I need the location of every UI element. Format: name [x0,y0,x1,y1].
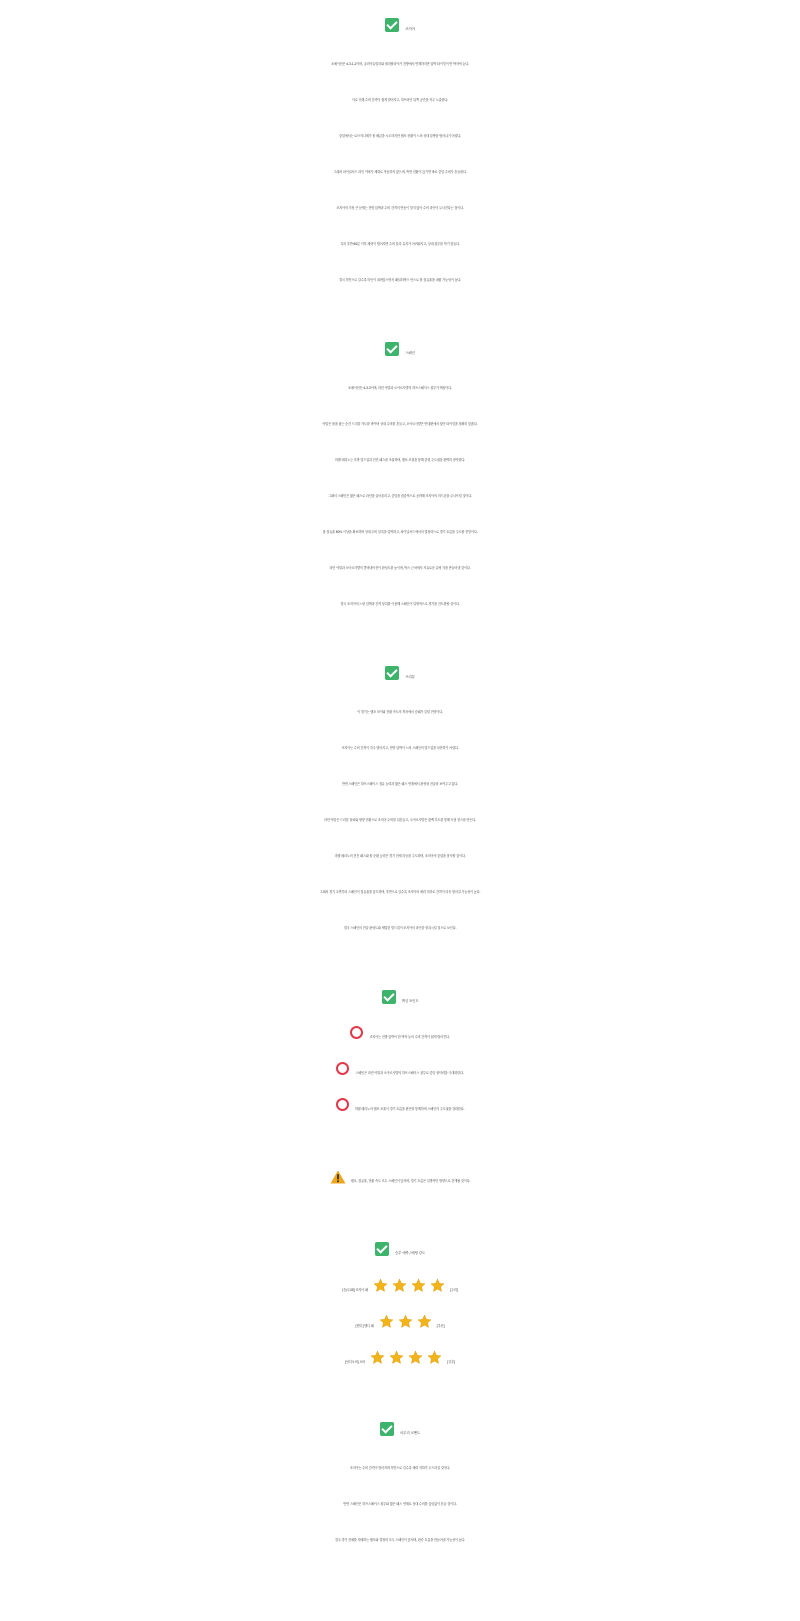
paragraph-text: 야말은 볼을 잡는 순간 드리블 각도를 바꾸며 상대 수비를 흔들고, 오아르사발은 반대편에서 컷인 타이밍을 정확히 맞춘다. [322,422,478,426]
key-points-title: 핵심 포인트 [401,999,419,1003]
paragraph-text: 이 경기는 템포 차이와 전환 속도의 격차에서 승패가 갈릴 전망이다. [357,710,443,714]
star-icon [427,1350,442,1365]
paragraph-text: 볼 점유율 60% 이상을 확보하며 상대 수비 블록을 압박하고, 파이널서드에서의 결정력으로 경기 흐름을 주도할 전망이다. [322,530,478,534]
prediction-heading [0,1242,800,1263]
paragraph-text: 이로 인해 수비 간격이 쉽게 벌어지고, 하프라인 뒤쪽 공간을 자주 노출한다. [351,98,449,102]
closing-text: 조지아는 수비 간격이 벌어지며 후반으로 갈수록 체력 저하가 두드러질 것이다. [349,1466,451,1470]
star-icon [373,1278,388,1293]
paragraph-line [0,738,800,758]
paragraph-line [0,846,800,866]
paragraph-text: 중원에서는 로브자니제가 볼 배급을 시도하지만 템포 전환이 느려 상대 압박을 벗어나기 어렵다. [338,134,462,138]
bet-label: [핸디] 핸디 패 [355,1324,374,1328]
bet-row [0,1278,800,1300]
star-icon [430,1278,445,1293]
red-circle-icon [350,1026,363,1039]
bet-row [0,1350,800,1372]
paragraph-line [0,882,800,902]
closing-text: 반면 스페인은 하프스페이스 침투와 짧은 패스 연계로 상대 수비를 끊임없이 흔들 것이다. [343,1502,457,1506]
paragraph-text: 포메이션은 4-3-1-2이며, 굴리아슈빌리와 퀼리탈리아가 전방에서 연계하지만 압박 타이밍이 반 박자씩 늦다. [331,62,469,66]
paragraph-text: 결국 조지아의 느린 압박과 간격 붕괴를 이용해 스페인이 일방적으로 경기를 컨트롤할 것이다. [340,602,460,606]
bet-tag: [강추] [447,1360,456,1364]
star-rating [371,1278,447,1300]
red-circle-icon [336,1098,349,1111]
paragraph-line [0,90,800,110]
closing-heading [0,1422,800,1443]
check-mark-button-icon [382,990,396,1004]
prediction-title: 승부 예측 / 베팅 강도 [394,1251,426,1255]
star-icon [417,1314,432,1329]
paragraph-text: 그래서 스페인은 짧은 패스로 라인을 끌어올리고, 중앙을 집중적으로 공략해 조지아의 미드존을 무너뜨릴 것이다. [328,494,472,498]
closing-line [0,1530,800,1550]
paragraph-line [0,918,800,938]
warning-text: 템포, 점유율, 전환 속도 모두 스페인이 앞서며, 경기 흐름은 일방적인 방향으로 전개될 것이다. [350,1179,471,1183]
paragraph-text: 결국 스페인의 전술 완성도와 세밀한 빌드업이 조지아의 라인을 붕괴시킬 것으로 보인다. [343,926,457,930]
paragraph-line [0,126,800,146]
paragraph-line [0,54,800,74]
star-icon [370,1350,385,1365]
key-point-item [0,1026,800,1047]
paragraph-line [0,702,800,722]
key-point-item [0,1062,800,1083]
section-heading [0,666,800,687]
closing-title: 마무리 코멘트 [400,1431,420,1435]
star-icon [398,1314,413,1329]
star-icon [379,1314,394,1329]
key-points-heading [0,990,800,1011]
bet-label: [언더오버] 오버 [344,1360,366,1364]
paragraph-line [0,594,800,614]
bet-tag: [추천] [436,1324,445,1328]
red-circle-icon [336,1062,349,1075]
paragraph-text: 미켈 메리노는 후방 빌드업과 전진 패스를 조율하며, 템포 조절을 통해 중원 주도권을 완벽히 장악한다. [334,458,466,462]
paragraph-text: 라민 야말은 드리블 돌파와 방향 전환으로 조지아 수비를 뒤흔들고, 오아르사발은 컷백 루트를 통해 득점 찬스를 만든다. [323,818,477,822]
paragraph-line [0,810,800,830]
paragraph-text: 결국 후반으로 갈수록 라인이 내려앉으면서 패널티박스 안으로 볼 점유율을 내줄 가능성이 높다. [338,278,462,282]
paragraph-line [0,378,800,398]
paragraph-line [0,198,800,218]
paragraph-text: 조지아의 가장 큰 문제는 전방 압박과 수비 간격의 연동이 맞지 않아 수비 라인이 무너진다는 점이다. [336,206,464,210]
bet-tag: [주력] [449,1288,458,1292]
paragraph-text: 포메이션은 4-3-3이며, 라민 야말과 오아르사발의 하프스페이스 침투가 핵심이다. [348,386,452,390]
key-point-text: 미켈 메리노의 템포 조율이 경기 흐름을 완전히 통제하며 스페인의 주도권을 강화한다. [354,1107,465,1111]
section-heading [0,342,800,363]
paragraph-text: 특히 후반 60분 이후 체력이 떨어지면 수비 블록 유지가 어려워지고, 상대 침투를 막기 힘들다. [340,242,460,246]
star-icon [389,1350,404,1365]
key-point-item [0,1098,800,1119]
section-title: 스페인 [405,351,415,355]
star-icon [408,1350,423,1365]
paragraph-line [0,558,800,578]
paragraph-text: 라민 야말과 오아르사발의 콤비네이션이 완성도를 높이며, 박스 근처에서 자유로운 슈팅 각을 만들어낼 것이다. [329,566,471,570]
closing-line [0,1494,800,1514]
section-title: 조지아 [405,27,415,31]
bet-row [0,1314,800,1336]
warning-icon [330,1170,346,1184]
check-mark-button-icon [385,666,399,680]
key-point-text: 스페인은 라민 야말과 오아르사발의 하프스페이스 침투로 중앙 장악력을 극대화한다. [355,1071,464,1075]
section-title: 프리뷰 [405,675,415,679]
paragraph-line [0,486,800,506]
paragraph-text: 그래서 경기 초반부터 스페인이 점유율을 압도하며, 후반으로 갈수록 조지아의 체력 저하로 간격이 더욱 벌어질 가능성이 높다. [319,890,481,894]
paragraph-line [0,270,800,290]
section-heading [0,18,800,39]
warning-line [0,1170,800,1191]
closing-text: 결국 경기 전체를 지배하는 템포와 결정력 모두 스페인이 앞서며, 완승 흐름을 만들어낼 가능성이 높다. [334,1538,466,1542]
check-mark-button-icon [380,1422,394,1436]
check-mark-button-icon [375,1242,389,1256]
bet-label: [승/무/패] 조지아 패 [342,1288,368,1292]
paragraph-line [0,162,800,182]
paragraph-line [0,234,800,254]
paragraph-text: 조지아는 수비 간격이 자주 벌어지고, 전방 압박이 느려 스페인의 빌드업을 차단하기 어렵다. [341,746,459,750]
paragraph-line [0,522,800,542]
star-icon [411,1278,426,1293]
check-mark-button-icon [385,342,399,356]
star-icon [392,1278,407,1293]
paragraph-text: 미켈 메리노의 전진 패스와 볼 순환 능력은 경기 전체 리듬을 주도하며, 조지아의 중원을 잠식할 것이다. [334,854,466,858]
key-point-text: 조지아는 전방 압박이 한 박자 늦어 수비 간격이 쉽게 벌어진다. [369,1035,450,1039]
closing-line [0,1458,800,1478]
paragraph-text: 반면 스페인은 하프스페이스 점유 능력과 짧은 패스 연계에서 완성형 전술을 보여주고 있다. [341,782,459,786]
star-rating [377,1314,434,1336]
check-mark-button-icon [385,18,399,32]
paragraph-line [0,450,800,470]
paragraph-text: 그래서 파이널서드 라인 커버가 제대로 작동하지 않으며, 측면 전환이 끊기면 바로 중앙 수비가 흔들린다. [333,170,467,174]
paragraph-line [0,414,800,434]
paragraph-line [0,774,800,794]
star-rating [368,1350,444,1372]
